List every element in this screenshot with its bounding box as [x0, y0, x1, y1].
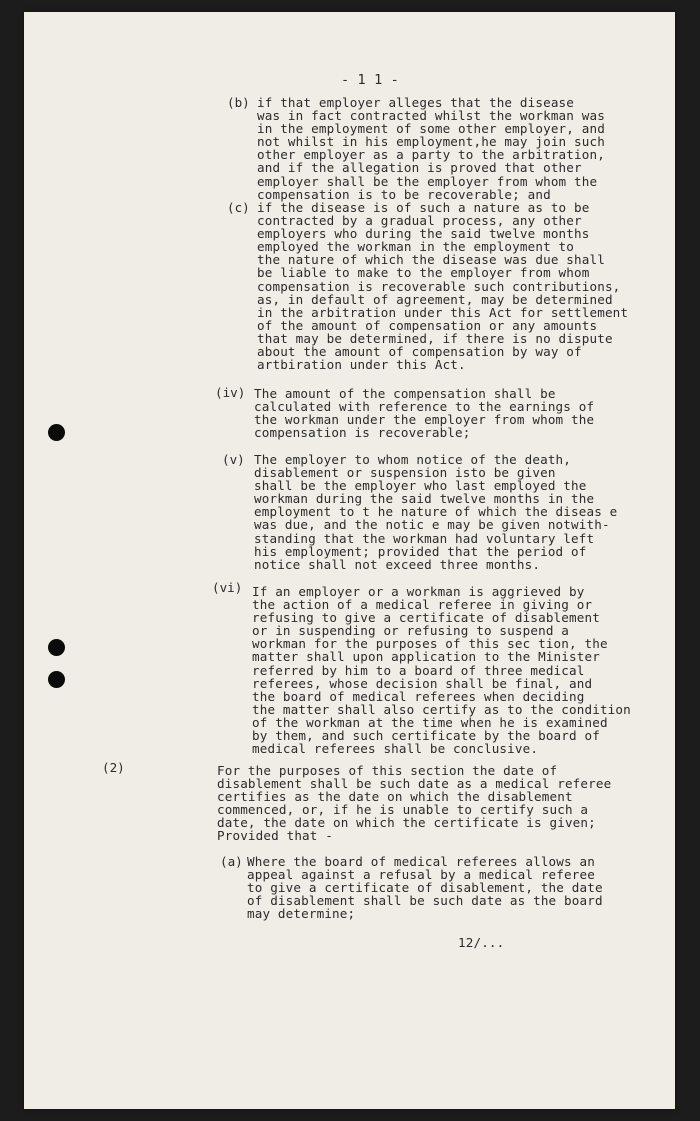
text-line: Where the board of medical referees allows an: [247, 854, 595, 869]
text-line: referred by him to a board of three medical: [252, 662, 585, 678]
text-line: certifies as the date on which the disablement: [217, 789, 573, 805]
text-line: if that employer alleges that the disease: [257, 95, 575, 110]
text-line: employment to t he nature of which the diseas e: [254, 504, 618, 520]
clause-v-text: [254, 453, 617, 571]
text-line: in the arbitration under this Act for settlement: [257, 304, 629, 320]
clause-label: (b): [227, 95, 250, 110]
text-line: The employer to whom notice of the death,: [254, 452, 572, 467]
text-line: of disablement shall be such date as the board: [247, 893, 603, 909]
text-line: For the purposes of this section the date of: [217, 763, 558, 778]
text-line: if the disease is of such a nature as to be: [257, 200, 590, 215]
text-line: the board of medical referees when deciding: [252, 688, 585, 704]
text-line: compensation is to be recoverable; and: [257, 186, 551, 202]
text-line: referees, whose decision shall be final, and: [252, 675, 593, 691]
clause-iv-text: [254, 387, 594, 439]
text-line: be liable to make to the employer from whom: [257, 265, 590, 281]
clause-vi-text: [252, 585, 631, 755]
text-line: matter shall upon application to the Minister: [252, 649, 600, 665]
text-line: by them, and such certificate by the board of: [252, 728, 600, 744]
clause-label: (v): [222, 452, 245, 467]
text-line: workman during the said twelve months in the: [254, 491, 595, 507]
text-line: employed the workman in the employment to: [257, 239, 575, 255]
text-line: and if the allegation is proved that other: [257, 160, 582, 176]
text-line: date, the date on which the certificate is given;: [217, 815, 596, 831]
text-line: commenced, or, if he is unable to certify such a: [217, 802, 589, 818]
text-line: the action of a medical referee in giving or: [252, 597, 593, 613]
text-line: as, in default of agreement, may be determined: [257, 291, 613, 307]
text-line: refusing to give a certificate of disablement: [252, 610, 600, 626]
text-line: If an employer or a workman is aggrieved by: [252, 584, 585, 599]
punch-hole: [48, 671, 65, 688]
clause-label: (a): [220, 854, 243, 869]
text-line: may determine;: [247, 906, 356, 922]
text-line: notice shall not exceed three months.: [254, 556, 541, 572]
text-line: disablement shall be such date as a medical referee: [217, 776, 612, 792]
clause-label: (iv): [215, 385, 246, 400]
text-line: compensation is recoverable;: [254, 425, 471, 441]
text-line: the workman under the employer from whom the: [254, 412, 595, 428]
section-label: (2): [102, 760, 125, 775]
punch-hole: [48, 639, 65, 656]
document-page: [24, 12, 675, 1109]
punch-hole: [48, 424, 65, 441]
section-2-text: [217, 764, 611, 843]
text-line: compensation is recoverable such contributions,: [257, 278, 621, 294]
text-line: not whilst in his employment,he may join such: [257, 134, 605, 150]
text-line: was due, and the notic e may be given notwith-: [254, 517, 610, 533]
text-line: about the amount of compensation by way of: [257, 344, 582, 360]
clause-c-text: [257, 201, 628, 371]
text-line: that may be determined, if there is no dispute: [257, 330, 613, 346]
text-line: employers who during the said twelve months: [257, 226, 590, 242]
text-line: employer shall be the employer from whom the: [257, 173, 598, 189]
text-line: to give a certificate of disablement, the date: [247, 880, 603, 896]
text-line: of the workman at the time when he is examined: [252, 714, 608, 730]
text-line: Provided that -: [217, 828, 333, 844]
text-line: or in suspending or refusing to suspend a: [252, 623, 570, 639]
footer-catchword: 12/...: [458, 935, 505, 950]
text-line: his employment; provided that the period of: [254, 543, 587, 559]
clause-b-text: [257, 96, 605, 201]
text-line: the matter shall also certify as to the condition: [252, 701, 631, 717]
text-line: appeal against a refusal by a medical referee: [247, 867, 595, 883]
text-line: contracted by a gradual process, any other: [257, 213, 582, 229]
text-line: shall be the employer who last employed the: [254, 478, 587, 494]
text-line: The amount of the compensation shall be: [254, 386, 556, 401]
text-line: in the employment of some other employer, and: [257, 121, 605, 137]
page-number: - 1 1 -: [341, 72, 399, 88]
text-line: other employer as a party to the arbitration,: [257, 147, 605, 163]
text-line: the nature of which the disease was due shall: [257, 252, 605, 268]
text-line: workman for the purposes of this sec tion, the: [252, 636, 608, 652]
text-line: of the amount of compensation or any amounts: [257, 317, 598, 333]
clause-a-text: [247, 855, 603, 920]
text-line: standing that the workman had voluntary left: [254, 530, 595, 546]
text-line: calculated with reference to the earnings of: [254, 399, 595, 415]
clause-label: (c): [227, 200, 250, 215]
text-line: disablement or suspension isto be given: [254, 465, 556, 481]
text-line: was in fact contracted whilst the workman was: [257, 108, 605, 124]
text-line: medical referees shall be conclusive.: [252, 741, 539, 757]
text-line: artbiration under this Act.: [257, 357, 466, 373]
clause-label: (vi): [212, 580, 243, 595]
